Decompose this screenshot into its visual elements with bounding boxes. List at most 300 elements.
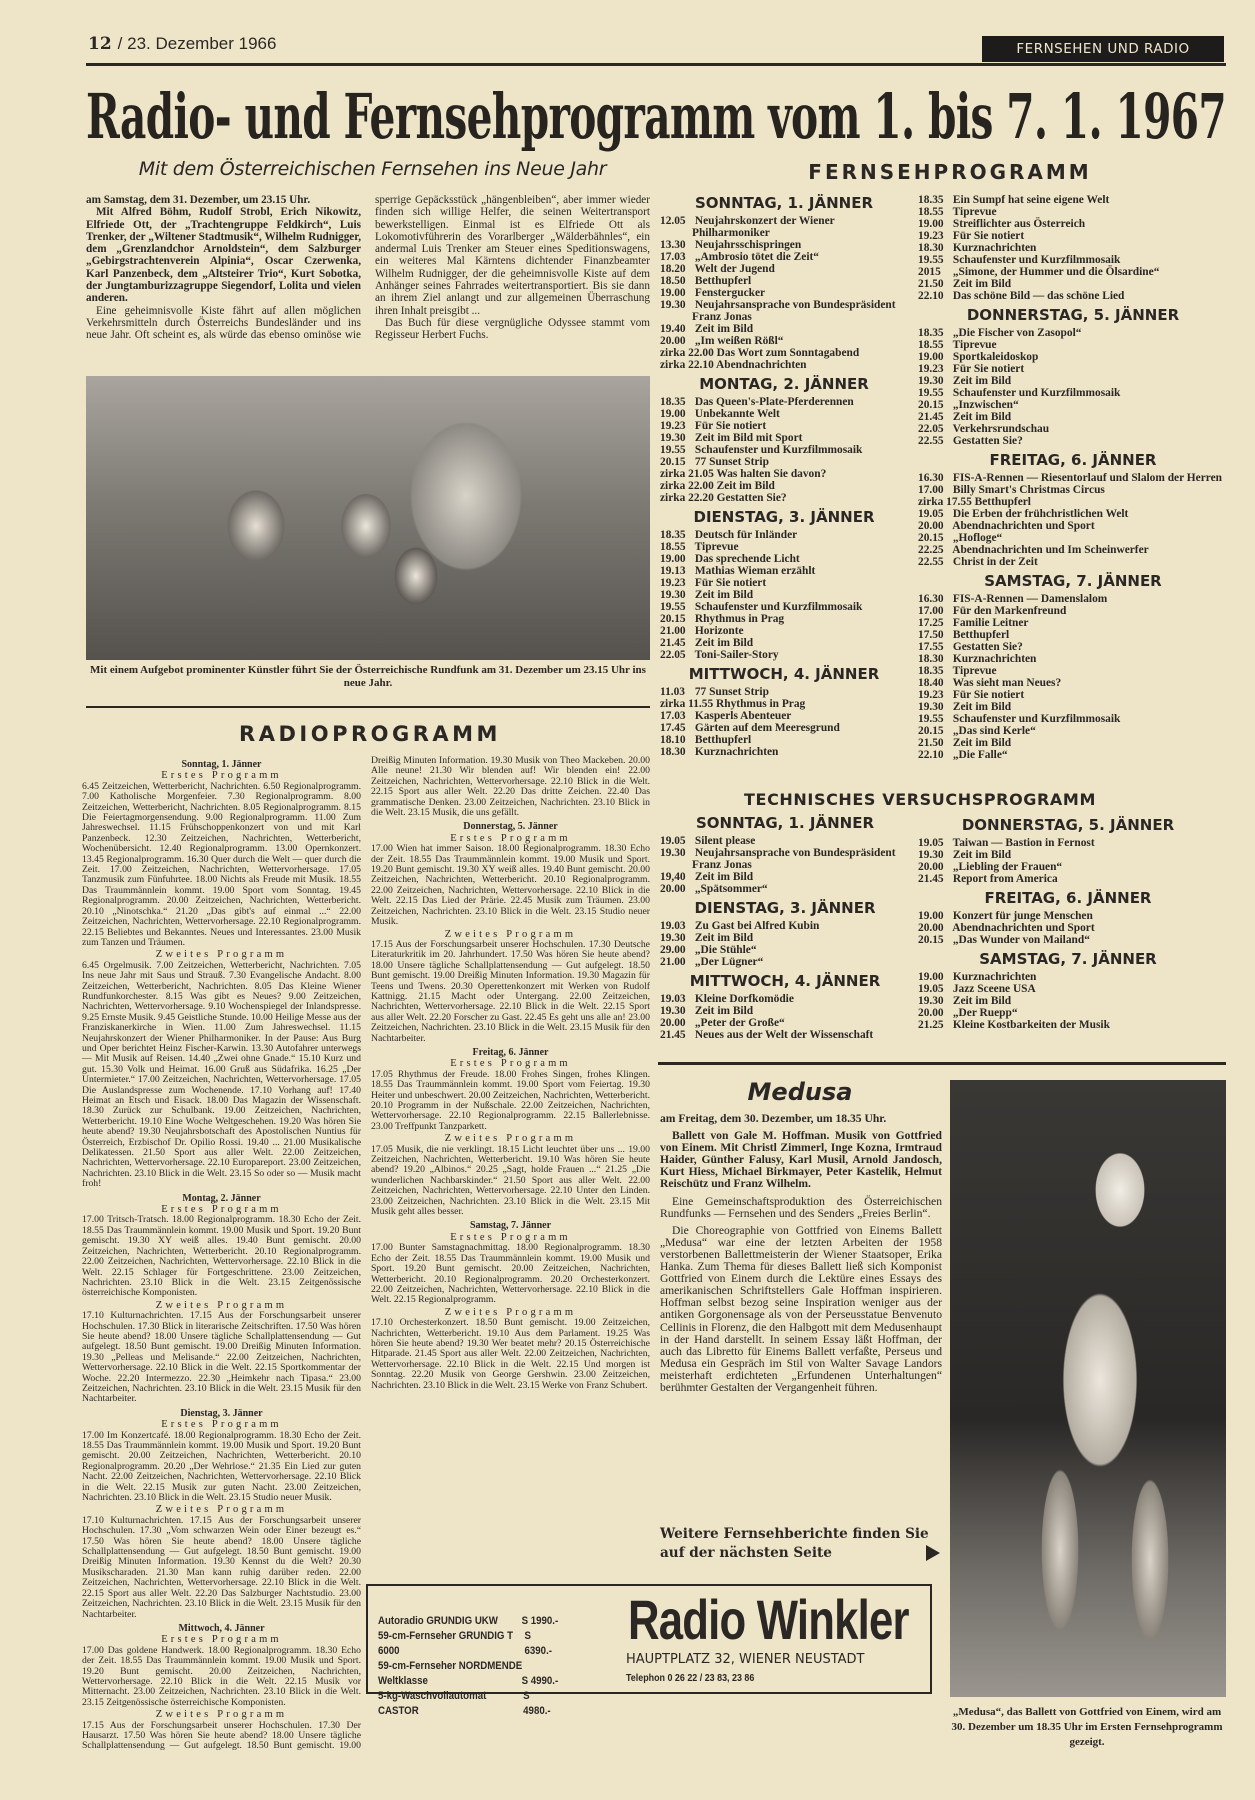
listing-title: Christ in der Zeit bbox=[952, 556, 1038, 568]
listing-time: 16.30 bbox=[918, 593, 944, 605]
arrow-right-icon bbox=[926, 1545, 940, 1561]
page-number: 12 bbox=[88, 34, 112, 54]
radio-program-text: 17.05 Rhythmus der Freude. 18.00 Frohes Singen, frohes Klingen. 18.55 Das Traummännlein kommt. 19.00 Sport vom Feiertag. 19.30 Heiter und unbeschwert. 20.00 Zeitzeichen, Nachrichten, Wetterbericht. 20.10 Programm in der Nußschale. 22.00 Zeitzeichen, Nachrichten, Wettervorhersage. 22.10 Regionalprogramm. 22.15 Ballerlebnisse. 23.00 Treffpunkt Tanzparkett. bbox=[371, 1068, 650, 1132]
tv-listing bbox=[660, 722, 908, 734]
listing-title: Schaufenster und Kurzfilmmosaik bbox=[952, 713, 1121, 725]
listing-time: 17.00 bbox=[918, 484, 944, 496]
listing-title: Billy Smart's Christmas Circus bbox=[952, 484, 1105, 496]
ad-item-price: S 6390.- bbox=[524, 1630, 552, 1657]
page-date-line bbox=[88, 34, 276, 54]
listing-title: Für Sie notiert bbox=[952, 689, 1025, 701]
tv-listing bbox=[918, 532, 1228, 544]
listing-time: 19.00 bbox=[660, 287, 686, 299]
tv-listing bbox=[918, 861, 1218, 873]
listing-title: Zeit im Bild bbox=[694, 1005, 754, 1017]
listing-title: Tiprevue bbox=[952, 206, 997, 218]
listing-time: 20.15 bbox=[660, 613, 686, 625]
radio-program-name: Erstes Programm bbox=[161, 1419, 282, 1431]
tv-listing bbox=[660, 920, 910, 932]
listing-title: Das Wort zum Sonntagabend bbox=[716, 347, 860, 359]
listing-time: 21.50 bbox=[918, 737, 944, 749]
tv-listing bbox=[918, 689, 1228, 701]
section-rule bbox=[86, 706, 650, 708]
tv-listing bbox=[918, 423, 1228, 435]
radio-program-text: 17.00 Wien hat immer Saison. 18.00 Regionalprogramm. 18.30 Echo der Zeit. 18.55 Das Traummännlein kommt. 19.00 Musik und Sport. 19.20 Bunt gemischt. 19.30 XY weiß alles. 19.40 Bunt gemischt. 20.00 Zeitzeichen, Nachrichten, Wetterbericht. 20.10 Regionalprogramm. 22.00 Zeitzeichen, Nachrichten, Wettervorhersage. 22.10 Blick in die Welt. 22.15 Das Lied der Prärie. 22.45 Musik zum Träumen. 23.00 Zeitzeichen, Nachrichten. 23.10 Blick in die Welt. 23.15 Studio neuer Musik. bbox=[371, 843, 650, 928]
listing-time: 20.00 bbox=[918, 861, 944, 873]
listing-title: Zeit im Bild bbox=[952, 375, 1012, 387]
tv-listing bbox=[660, 698, 908, 710]
tv-listing bbox=[660, 577, 908, 589]
listing-title: 77 Sunset Strip bbox=[694, 686, 769, 698]
listing-time: zirka 22.20 bbox=[660, 492, 714, 504]
listing-title: Tiprevue bbox=[952, 339, 997, 351]
medusa-date: am Freitag, dem 30. Dezember, um 18.35 Uhr. bbox=[660, 1112, 887, 1125]
listing-title: Schaufenster und Kurzfilmmosaik bbox=[952, 254, 1121, 266]
listing-title: Zeit im Bild bbox=[694, 589, 754, 601]
tv-listing bbox=[660, 932, 910, 944]
tv-day-heading: DIENSTAG, 3. JÄNNER bbox=[693, 508, 875, 526]
tv-listing bbox=[660, 649, 908, 661]
listing-title: Zeit im Bild bbox=[952, 995, 1012, 1007]
listing-title: Für Sie notiert bbox=[952, 230, 1025, 242]
tv-listing bbox=[660, 263, 908, 275]
listing-time: 20.00 bbox=[660, 883, 686, 895]
listing-time: 18.35 bbox=[918, 194, 944, 206]
ad-brand: Radio Winkler bbox=[628, 1588, 909, 1651]
tv-listing bbox=[918, 496, 1228, 508]
tv-listing bbox=[918, 725, 1228, 737]
tv-listing bbox=[660, 287, 908, 299]
listing-title: Fenstergucker bbox=[694, 287, 766, 299]
listing-title: Betthupferl bbox=[694, 734, 752, 746]
listing-title: Schaufenster und Kurzfilmmosaik bbox=[952, 387, 1121, 399]
tv-listing bbox=[918, 266, 1228, 278]
tv-listing bbox=[918, 665, 1228, 677]
tv-program-heading: FERNSEHPROGRAMM bbox=[808, 160, 1092, 184]
listing-title: „Inzwischen“ bbox=[952, 399, 1019, 411]
listing-title: Unbekannte Welt bbox=[694, 408, 780, 420]
listing-title: Für Sie notiert bbox=[694, 420, 767, 432]
tv-listing bbox=[660, 444, 908, 456]
listing-title: Gestatten Sie? bbox=[716, 492, 787, 504]
tv-day-heading: MITTWOCH, 4. JÄNNER bbox=[689, 972, 881, 990]
intro-paragraph: Eine geheimnisvolle Kiste fährt auf allen möglichen Verkehrsmitteln durch Österreichs Bundesländer und ins neue Jahr. Oft scheint es, als würde das ebenso ominöse wie sperrige Gepäcksstück „hängenbleiben“, aber immer wieder finden sich willige Helfer, die seinen Weitertransport bewerkstelligen. Einmal ist es Elfriede Ott als Lokomotivführerin des Vorarlberger „Wälderbähnles“, ein andermal Luis Trenker am Steuer eines Speditionswagens, ein weiteres Mal Kärntens dichtender Finanzbeamter Wilhelm Rudnigger, der die geheimnisvolle Kiste auf dem Anhänger seines Fahrrades weitertransportiert. Bis sie dann an ihrem Ziel anlangt und zur allgemeinen Überraschung ihren Inhalt preisgibt ... bbox=[86, 194, 650, 342]
more-reports-text: Weitere Fernsehberichte finden Sie auf der nächsten Seite bbox=[660, 1526, 929, 1561]
radio-day-heading: Mittwoch, 4. Jänner bbox=[178, 1622, 265, 1634]
intro-article bbox=[86, 194, 650, 342]
tech-program-heading: TECHNISCHES VERSUCHSPROGRAMM bbox=[744, 790, 1096, 809]
listing-time: 18.10 bbox=[660, 734, 686, 746]
listing-title: Zeit im Bild bbox=[694, 637, 754, 649]
ad-price-list bbox=[378, 1614, 558, 1719]
listing-title: Gestatten Sie? bbox=[952, 435, 1023, 447]
listing-title: Deutsch für Inländer bbox=[694, 529, 798, 541]
listing-title: Streiflichter aus Österreich bbox=[952, 218, 1086, 230]
medusa-photo-caption: „Medusa“, das Ballett von Gottfried von Einem, wird am 30. Dezember um 18.35 Uhr im Ersten Fernsehprogramm gezeigt. bbox=[951, 1706, 1223, 1748]
listing-title: Gestatten Sie? bbox=[952, 641, 1023, 653]
listing-title: Was halten Sie davon? bbox=[716, 468, 827, 480]
radio-day-heading: Montag, 2. Jänner bbox=[182, 1192, 261, 1204]
listing-time: 2015 bbox=[918, 266, 941, 278]
tv-listing bbox=[660, 468, 908, 480]
listing-title: Abendnachrichten und Sport bbox=[952, 520, 1095, 532]
radio-program-text: 6.45 Zeitzeichen, Wetterbericht, Nachrichten. 6.50 Regionalprogramm. 7.00 Katholische Morgenfeier. 7.30 Regionalprogramm. 8.00 Zeitzeichen, Wetterbericht, Nachrichten. 8.05 Regionalprogramm. 8.15 Die Feiertagmorgensendung. 9.00 Regionalprogramm. 11.00 Zum Jahreswechsel. 11.15 Frühschoppenkonzert von und mit Karl Panzenbeck. 12.30 Zeitzeichen, Nachrichten, Wetterbericht, Wochenübersicht. 12.40 Regionalprogramm. 13.00 Opernkonzert. 13.45 Regionalprogramm. 16.30 Quer durch die Welt — quer durch die Zeit. 17.00 Zeitzeichen, Nachrichten, Wettervorhersage. 17.05 Tanzmusik zum Fünfuhrtee. 18.00 Nichts als Freude mit Musik. 18.55 Das Traummännlein kommt. 19.00 Sport vom Sonntag. 19.45 Regionalprogramm. 20.00 Zeitzeichen, Nachrichten, Wetterbericht. 20.10 „Ninotschka.“ 21.20 „Das gibt's auf einmal ...“ 22.00 Zeitzeichen, Nachrichten, Wettervorhersage. 22.10 Regionalprogramm. 22.15 Beliebtes und Bekanntes. Neues und Interessantes. 23.00 Musik zum Tanzen und Träumen. bbox=[82, 780, 361, 948]
listing-time: 20.00 bbox=[918, 1007, 944, 1019]
listing-title: „Das Wunder von Mailand“ bbox=[952, 934, 1090, 946]
photo-caption: Mit einem Aufgebot prominenter Künstler führt Sie der Österreichische Rundfunk am 31. Dezember um 23.15 Uhr ins neue Jahr. bbox=[90, 664, 646, 689]
listing-title: Tiprevue bbox=[952, 665, 997, 677]
tv-listing bbox=[660, 746, 908, 758]
ad-item-name: Weltklasse bbox=[378, 1675, 428, 1687]
tv-listing bbox=[918, 593, 1228, 605]
listing-title: Zeit im Bild bbox=[952, 278, 1012, 290]
listing-time: 19.23 bbox=[918, 363, 944, 375]
tv-listing bbox=[918, 194, 1228, 206]
tv-day-heading: SAMSTAG, 7. JÄNNER bbox=[979, 950, 1157, 968]
listing-time: 21.00 bbox=[660, 625, 686, 637]
listing-time: 11.03 bbox=[660, 686, 685, 698]
listing-time: 18.55 bbox=[660, 541, 686, 553]
listing-time: 20.00 bbox=[918, 520, 944, 532]
listing-time: 21.45 bbox=[660, 1029, 686, 1041]
listing-title: Tiprevue bbox=[694, 541, 739, 553]
listing-title: Welt der Jugend bbox=[694, 263, 775, 275]
listing-time: zirka 22.00 bbox=[660, 480, 714, 492]
header-rule bbox=[86, 63, 1226, 66]
listing-time: 22.25 bbox=[918, 544, 944, 556]
tv-day-heading: MONTAG, 2. JÄNNER bbox=[699, 375, 869, 393]
listing-time: 20.15 bbox=[918, 934, 944, 946]
listing-title: Das schöne Bild — das schöne Lied bbox=[952, 290, 1125, 302]
tv-listing bbox=[660, 323, 908, 335]
listing-title: Zu Gast bei Alfred Kubin bbox=[694, 920, 820, 932]
listing-time: 21.25 bbox=[918, 1019, 944, 1031]
article-subtitle: Mit dem Österreichischen Fernsehen ins Neue Jahr bbox=[138, 158, 607, 180]
tv-listing bbox=[660, 396, 908, 408]
ad-address: HAUPTPLATZ 32, WIENER NEUSTADT bbox=[626, 1652, 865, 1667]
tv-listing bbox=[660, 335, 908, 347]
medusa-rule bbox=[658, 1062, 1226, 1065]
tv-listing bbox=[918, 230, 1228, 242]
radio-program-name: Zweites Programm bbox=[444, 1306, 577, 1318]
tv-listing bbox=[660, 601, 908, 613]
listing-title: Kurznachrichten bbox=[694, 746, 779, 758]
tv-listing bbox=[918, 411, 1228, 423]
listing-title: Abendnachrichten bbox=[716, 359, 807, 371]
radio-winkler-ad bbox=[366, 1584, 932, 1717]
tv-listing bbox=[918, 749, 1228, 761]
listing-title: „Der Lügner“ bbox=[694, 956, 764, 968]
listing-title: Kasperls Abenteuer bbox=[694, 710, 792, 722]
medusa-paragraph: Eine Gemeinschaftsproduktion des Österreichischen Rundfunks — Fernsehen und des Senders „Freies Berlin“. bbox=[660, 1194, 942, 1220]
radio-program-heading: RADIOPROGRAMM bbox=[239, 722, 501, 746]
tv-listing bbox=[918, 653, 1228, 665]
listing-title: Betthupferl bbox=[974, 496, 1031, 508]
listing-time: 19.05 bbox=[918, 837, 944, 849]
tv-listing bbox=[660, 432, 908, 444]
tv-listing bbox=[660, 359, 908, 371]
listing-time: 19.30 bbox=[918, 849, 944, 861]
listing-time: 22.55 bbox=[918, 435, 944, 447]
listing-time: 20.00 bbox=[918, 922, 944, 934]
tv-listing bbox=[660, 589, 908, 601]
listing-title: Neujahrsansprache von Bundespräsident Franz Jonas bbox=[692, 299, 896, 323]
listing-title: Rhythmus in Prag bbox=[694, 613, 785, 625]
listing-time: 18.35 bbox=[660, 529, 686, 541]
listing-time: 19.30 bbox=[918, 995, 944, 1007]
radio-day-heading: Sonntag, 1. Jänner bbox=[181, 759, 262, 770]
tv-listing bbox=[660, 215, 908, 239]
listing-time: 19.30 bbox=[660, 932, 686, 944]
listing-time: 19.30 bbox=[660, 432, 686, 444]
listing-time: 18.20 bbox=[660, 263, 686, 275]
listing-time: 20.15 bbox=[918, 399, 944, 411]
medusa-article bbox=[660, 1113, 942, 1399]
tv-listing bbox=[660, 456, 908, 468]
tv-listing bbox=[918, 837, 1218, 849]
listing-title: Schaufenster und Kurzfilmmosaik bbox=[694, 444, 863, 456]
radio-day-heading: Freitag, 6. Jänner bbox=[472, 1046, 549, 1058]
listing-time: 20.15 bbox=[918, 532, 944, 544]
tv-listing bbox=[918, 327, 1228, 339]
listing-time: 18.40 bbox=[918, 677, 944, 689]
listing-time: 22.10 bbox=[918, 749, 944, 761]
tv-listing bbox=[918, 910, 1218, 922]
listing-time: 17.45 bbox=[660, 722, 686, 734]
tv-listing bbox=[660, 710, 908, 722]
tv-listing bbox=[918, 399, 1228, 411]
listing-time: 19.30 bbox=[918, 375, 944, 387]
listing-time: 20.15 bbox=[660, 456, 686, 468]
listing-title: Zeit im Bild mit Sport bbox=[694, 432, 803, 444]
tv-listing bbox=[918, 242, 1228, 254]
page-headline: Radio- und Fernsehprogramm vom 1. bis 7. 1. 1967 bbox=[86, 80, 1226, 153]
listing-time: 13.30 bbox=[660, 239, 686, 251]
listing-time: 19.55 bbox=[918, 713, 944, 725]
tv-listing bbox=[918, 544, 1228, 556]
listing-time: 18.30 bbox=[660, 746, 686, 758]
tv-day-heading: MITTWOCH, 4. JÄNNER bbox=[688, 665, 880, 683]
listing-time: 19.00 bbox=[918, 351, 944, 363]
listing-title: Zeit im Bild bbox=[952, 849, 1012, 861]
tv-day-heading: SAMSTAG, 7. JÄNNER bbox=[984, 572, 1162, 590]
listing-time: 18.55 bbox=[918, 206, 944, 218]
listing-title: Toni-Sailer-Story bbox=[694, 649, 779, 661]
listing-title: Zeit im Bild bbox=[716, 480, 775, 492]
tv-listing bbox=[918, 278, 1228, 290]
listing-title: Was sieht man Neues? bbox=[952, 677, 1062, 689]
listing-time: 18.30 bbox=[918, 242, 944, 254]
listing-time: 22.10 bbox=[918, 290, 944, 302]
tv-listing bbox=[660, 871, 910, 883]
radio-program-name: Erstes Programm bbox=[161, 1634, 282, 1646]
tv-listing bbox=[918, 641, 1228, 653]
listing-title: „Liebling der Frauen“ bbox=[952, 861, 1063, 873]
listing-time: 19.13 bbox=[660, 565, 686, 577]
ad-item-name: 59-cm-Fernseher NORDMENDE bbox=[378, 1660, 523, 1672]
radio-program-name: Zweites Programm bbox=[155, 949, 288, 961]
more-reports-link[interactable] bbox=[660, 1525, 942, 1563]
tech-column-2 bbox=[918, 812, 1218, 1031]
tv-listing bbox=[660, 835, 910, 847]
tv-day-heading: FREITAG, 6. JÄNNER bbox=[984, 889, 1152, 907]
radio-program-name: Zweites Programm bbox=[444, 928, 577, 940]
listing-title: „Ambrosio tötet die Zeit“ bbox=[694, 251, 819, 263]
tv-listing bbox=[660, 492, 908, 504]
ad-item-name: 5-kg-Waschvollautomat CASTOR bbox=[378, 1690, 487, 1717]
listing-time: 12.05 bbox=[660, 215, 686, 227]
listing-title: Neujahrskonzert der Wiener Philharmoniker bbox=[692, 215, 835, 239]
listing-time: 18.50 bbox=[660, 275, 686, 287]
listing-time: 22.05 bbox=[660, 649, 686, 661]
listing-title: Jazz Sceene USA bbox=[952, 983, 1036, 995]
listing-time: 19.23 bbox=[660, 420, 686, 432]
listing-title: Betthupferl bbox=[694, 275, 752, 287]
tv-listing bbox=[660, 686, 908, 698]
listing-time: 21.50 bbox=[918, 278, 944, 290]
ad-item-price: S 4980.- bbox=[523, 1690, 551, 1717]
tv-listing bbox=[918, 701, 1228, 713]
ad-phone: Telephon 0 26 22 / 23 83, 23 86 bbox=[626, 1672, 755, 1684]
listing-title: „Simone, der Hummer und die Ölsardine“ bbox=[952, 266, 1160, 278]
radio-program-text: 17.05 Musik, die nie verklingt. 18.15 Licht leuchtet über uns ... 19.00 Zeitzeichen, Nachrichten, Wetterbericht. 19.10 Was hören Sie heute abend? 19.20 „Albinos.“ 20.25 „Sagt, holde Frauen ...“ 21.25 „Die wunderlichen Nachbarskinder.“ 21.50 Sport aus aller Welt. 22.00 Zeitzeichen, Nachrichten, Wettervorhersage. 22.10 Unter den Linden. 23.00 Zeitzeichen, Nachrichten. 23.10 Blick in die Welt. 23.15 Mit Musik geht alles besser. bbox=[371, 1143, 650, 1218]
issue-date: / 23. Dezember 1966 bbox=[117, 34, 277, 53]
listing-title: Sportkaleidoskop bbox=[952, 351, 1039, 363]
listing-time: 18.35 bbox=[918, 327, 944, 339]
listing-time: 29.00 bbox=[660, 944, 686, 956]
ad-item-price: S 4990.- bbox=[521, 1675, 559, 1687]
tv-listing bbox=[918, 290, 1228, 302]
listing-time: 17.50 bbox=[918, 629, 944, 641]
tv-listing bbox=[918, 1019, 1218, 1031]
listing-title: FIS-A-Rennen — Damenslalom bbox=[952, 593, 1108, 605]
listing-title: Betthupferl bbox=[952, 629, 1010, 641]
listing-time: zirka 11.55 bbox=[660, 698, 714, 710]
tv-listing bbox=[660, 956, 910, 968]
listing-time: 22.55 bbox=[918, 556, 944, 568]
tv-listing bbox=[660, 541, 908, 553]
tv-listing bbox=[918, 737, 1228, 749]
tv-listing bbox=[660, 299, 908, 323]
medusa-title: Medusa bbox=[747, 1078, 853, 1106]
tv-listing bbox=[660, 613, 908, 625]
listing-time: 19.55 bbox=[918, 254, 944, 266]
tv-listing bbox=[660, 347, 908, 359]
listing-time: 20.15 bbox=[918, 725, 944, 737]
ad-item bbox=[378, 1614, 558, 1629]
tv-listing bbox=[918, 873, 1218, 885]
radio-program-name: Zweites Programm bbox=[444, 1133, 577, 1145]
listing-title: Horizonte bbox=[694, 625, 744, 637]
listing-title: Abendnachrichten und Sport bbox=[952, 922, 1095, 934]
artists-photo bbox=[86, 376, 650, 660]
listing-time: 18.55 bbox=[918, 339, 944, 351]
tv-day-heading: DONNERSTAG, 5. JÄNNER bbox=[966, 306, 1180, 324]
listing-title: Zeit im Bild bbox=[952, 701, 1012, 713]
tv-listing bbox=[918, 995, 1218, 1007]
listing-time: 19.30 bbox=[660, 299, 686, 311]
tv-column-2 bbox=[918, 194, 1228, 761]
listing-title: „Das sind Kerle“ bbox=[952, 725, 1036, 737]
listing-time: 18.35 bbox=[918, 665, 944, 677]
listing-title: Verkehrsrundschau bbox=[952, 423, 1050, 435]
listing-title: Für Sie notiert bbox=[952, 363, 1025, 375]
listing-title: Das Queen's-Plate-Pferderennen bbox=[694, 396, 854, 408]
listing-title: Zeit im Bild bbox=[952, 411, 1012, 423]
listing-title: „Die Fischer von Zasopol“ bbox=[952, 327, 1082, 339]
listing-title: Konzert für junge Menschen bbox=[952, 910, 1093, 922]
listing-time: 19.03 bbox=[660, 920, 686, 932]
tv-listing bbox=[918, 351, 1228, 363]
listing-title: „Spätsommer“ bbox=[694, 883, 768, 895]
listing-title: Taiwan — Bastion in Fernost bbox=[952, 837, 1095, 849]
listing-time: 21.45 bbox=[918, 873, 944, 885]
ad-item bbox=[378, 1629, 558, 1659]
radio-day-heading: Samstag, 7. Jänner bbox=[469, 1220, 552, 1232]
tv-day-heading: SONNTAG, 1. JÄNNER bbox=[695, 814, 875, 832]
listing-time: 19.30 bbox=[660, 847, 686, 859]
tv-listing bbox=[660, 944, 910, 956]
tv-listing bbox=[918, 556, 1228, 568]
listing-title: Zeit im Bild bbox=[694, 323, 754, 335]
tv-listing bbox=[660, 553, 908, 565]
listing-title: Abendnachrichten und Im Scheinwerfer bbox=[952, 544, 1149, 556]
tv-listing bbox=[918, 605, 1228, 617]
tv-listing bbox=[660, 847, 910, 871]
tv-listing bbox=[918, 435, 1228, 447]
tv-listing bbox=[918, 387, 1228, 399]
tv-day-heading: SONNTAG, 1. JÄNNER bbox=[694, 194, 874, 212]
tv-listing bbox=[660, 1017, 910, 1029]
radio-day-heading: Dienstag, 3. Jänner bbox=[180, 1407, 263, 1419]
tv-listing bbox=[660, 625, 908, 637]
listing-time: 19.03 bbox=[660, 993, 686, 1005]
listing-time: 19,40 bbox=[660, 871, 686, 883]
listing-time: 17.25 bbox=[918, 617, 944, 629]
tv-listing bbox=[918, 922, 1218, 934]
listing-title: Kurznachrichten bbox=[952, 971, 1037, 983]
listing-title: Silent please bbox=[694, 835, 756, 847]
radio-program-name: Zweites Programm bbox=[155, 1709, 288, 1721]
listing-time: zirka 17.55 bbox=[918, 496, 972, 508]
listing-title: Rhythmus in Prag bbox=[716, 698, 806, 710]
ad-item-name: 59-cm-Fernseher GRUNDIG T 6000 bbox=[378, 1630, 514, 1657]
listing-title: Gärten auf dem Meeresgrund bbox=[694, 722, 840, 734]
listing-time: 21.00 bbox=[660, 956, 686, 968]
radio-program-text: 17.15 Aus der Forschungsarbeit unserer Hochschulen. 17.30 Der Hausarzt. 17.50 Was hören Sie heute abend? 18.00 Unsere tägliche Schallplattensendung — Gut aufgelegt. 18.50 Bunt gemischt. 19.00 Dreißig Minuten Information. 19.30 Musik von Theo Mackeben. 20.00 Alle neune! 21.30 Wir blenden auf! Wir blenden ein! 22.00 Zeitzeichen, Nachrichten, Wettervorhersage. 22.10 Blick in die Welt. 22.15 Sport aus aller Welt. 22.20 Das dritte Zeichen. 22.40 Das grammatische Denken. 23.00 Zeitzeichen, Nachrichten. 23.10 Blick in die Welt. 23.15 Musik, die uns gefällt. bbox=[82, 755, 650, 1752]
listing-title: Zeit im Bild bbox=[952, 737, 1012, 749]
radio-program-text: 17.00 Im Konzertcafé. 18.00 Regionalprogramm. 18.30 Echo der Zeit. 18.55 Das Traummännlein kommt. 19.00 Musik und Sport. 19.20 Bunt gemischt. 20.00 Zeitzeichen, Nachrichten, Wetterbericht. 20.10 Regionalprogramm. 20.20 „Der Wehrlose.“ 21.35 Ein Lied zur guten Nacht. 22.00 Zeitzeichen, Nachrichten, Wettervorhersage. 22.10 Blick in die Welt. 22.15 Musik zur guten Nacht. 23.00 Zeitzeichen, Nachrichten. 23.10 Blick in die Welt. 23.15 Studio neuer Musik. bbox=[82, 1429, 361, 1504]
listing-title: Schaufenster und Kurzfilmmosaik bbox=[694, 601, 863, 613]
listing-time: zirka 22.00 bbox=[660, 347, 714, 359]
ad-item bbox=[378, 1674, 558, 1689]
radio-program-text: 17.00 Tritsch-Tratsch. 18.00 Regionalprogramm. 18.30 Echo der Zeit. 18.55 Das Traummännlein kommt. 19.00 Musik und Sport. 19.20 Bunt gemischt. 19.30 XY weiß alles. 19.40 Bunt gemischt. 20.00 Zeitzeichen, Nachrichten, Wetterbericht. 20.10 Regionalprogramm. 22.00 Zeitzeichen, Nachrichten, Wettervorhersage. 22.10 Blick in die Welt. 22.15 Schlager für Fortgeschrittene. 23.00 Zeitzeichen, Nachrichten. 23.10 Blick in die Welt. 23.15 Zeitgenössische österreichische Komponisten. bbox=[82, 1214, 361, 1299]
listing-time: 19.30 bbox=[918, 701, 944, 713]
radio-program-name: Erstes Programm bbox=[450, 1231, 571, 1243]
listing-title: Zeit im Bild bbox=[694, 871, 754, 883]
radio-program-name: Zweites Programm bbox=[155, 1299, 288, 1311]
listing-title: Kleine Kostbarkeiten der Musik bbox=[952, 1019, 1110, 1031]
tv-listing bbox=[660, 420, 908, 432]
intro-cast: Mit Alfred Böhm, Rudolf Strobl, Erich Nikowitz, Elfriede Ott, der „Trachtengruppe Feldkirch“, Luis Trenker, der „Wiltener Stadtmusik“, Wilhelm Rudnigger, dem „Grenzlandchor Arnoldstein“, dem Salzburger „Gebirgstrachtenverein Alpinia“, Oscar Czerwenka, Karl Panzenbeck, dem „Altsteirer Trio“, Kurt Sobotka, der Jungtamburizzagruppe Siegendorf, Lolita und vielen anderen. bbox=[86, 206, 361, 305]
tv-listing bbox=[660, 408, 908, 420]
listing-title: Familie Leitner bbox=[952, 617, 1029, 629]
listing-title: Kurznachrichten bbox=[952, 242, 1037, 254]
listing-time: 18.30 bbox=[918, 653, 944, 665]
listing-title: „Hofloge“ bbox=[952, 532, 1003, 544]
listing-time: 19.00 bbox=[918, 218, 944, 230]
listing-time: 19.05 bbox=[660, 835, 686, 847]
